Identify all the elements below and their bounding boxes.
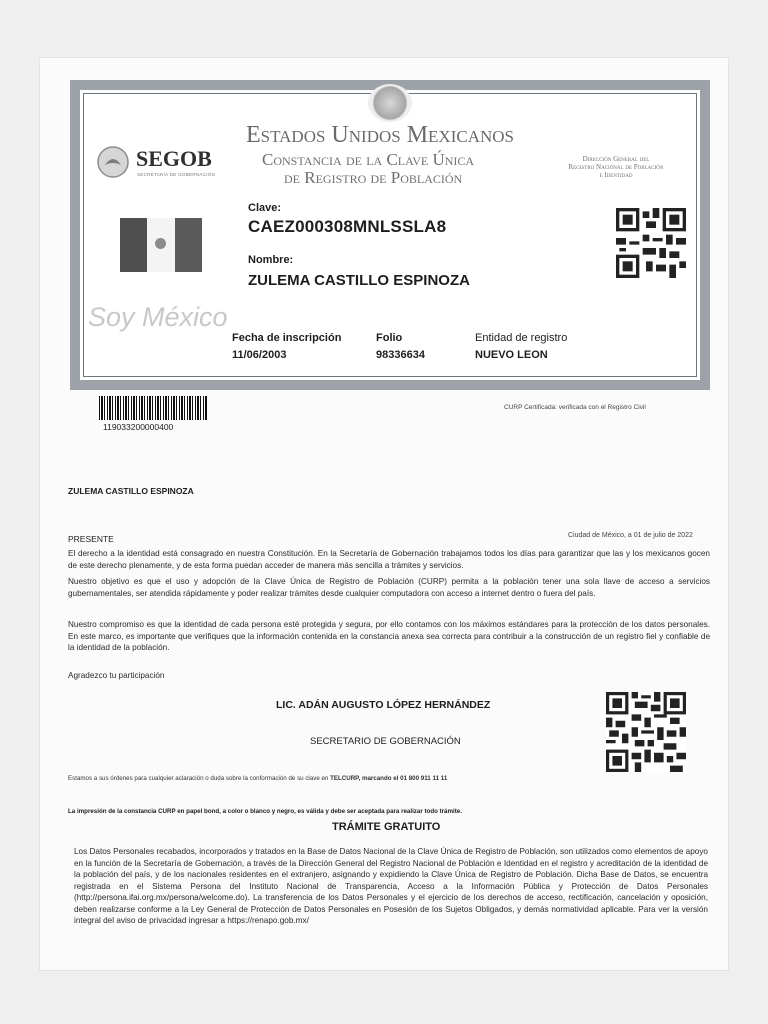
contact-line xyxy=(68,775,447,782)
privacy-notice: Los Datos Personales recabados, incorporados y tratados en la Base de Datos Nacional de la Clave Única de Registro de Población, son utilizados como elementos de apoyo en la función de la Secretaría de Gobernación, a través de la Dirección General del Registro Nacional de Población e Identidad en el registro y acreditación de la identidad de la población del país, y de los nacionales residentes en el extranjero, asignando y expidiendo la Clave Única de Registro de Población. Dicha Base de Datos, se encuentra registrada en el Sistema Persona del Instituto Nacional de Transparencia, Acceso a la Información Pública y Protección de Datos Personales (http://persona.ifai.org.mx/persona/welcome.do). La transferencia de los Datos Personales y el ejercicio de los derechos de acceso, rectificación, cancelación y oposición, deben realizarse conforme a la Ley General de Protección de Datos Personales en Posesión de los Sujetos Obligados, y demás normatividad aplicable. Para ver la versión integral del aviso de privacidad ingresar a https://renapo.gob.mx/ xyxy=(74,847,708,925)
qr-code-icon xyxy=(606,692,686,772)
paragraph-3: Nuestro compromiso es que la identidad de cada persona esté protegida y segura, por ello contamos con los máximos estándares para la protección de los datos personales. En este marco, es importante que verifiques que la información contenida en la constancia anexa sea correcta para contribuir a la construcción de un registro fiel y confiable de la identidad de la población. xyxy=(68,620,710,652)
paragraph-2: Nuestro objetivo es que el uso y adopción de la Clave Única de Registro de Población (CURP) permita a la población tener una sola llave de acceso a servicios gubernamentales, ser atendida rápidamente y poder realizar trámites desde cualquier computadora con acceso a internet dentro o fuera del país. xyxy=(68,577,710,598)
place-date: Ciudad de México, a 01 de julio de 2022 xyxy=(568,532,693,539)
document-title-line-2: de Registro de Población xyxy=(284,168,463,187)
recipient-name: ZULEMA CASTILLO ESPINOZA xyxy=(68,486,194,496)
flag-white-stripe xyxy=(147,218,174,272)
segob-subtitle: SECRETARÍA DE GOBERNACIÓN xyxy=(137,172,216,177)
clave-value: CAEZ000308MNLSSLA8 xyxy=(248,217,447,236)
flag-green-stripe xyxy=(120,218,147,272)
mexico-flag xyxy=(120,218,202,272)
signer-title: SECRETARIO DE GOBERNACIÓN xyxy=(310,736,461,747)
thanks-line: Agradezco tu participación xyxy=(68,671,165,680)
qr-code-icon xyxy=(616,208,686,278)
clave-label: Clave: xyxy=(248,202,282,214)
flag-red-stripe xyxy=(175,218,202,272)
contact-text: Estamos a sus órdenes para cualquier aclaración o duda sobre la conformación de su clave en xyxy=(68,775,331,782)
flag-emblem-icon xyxy=(155,238,166,249)
folio-value: 98336634 xyxy=(376,349,425,361)
salutation: PRESENTE xyxy=(68,534,114,544)
signer-name: LIC. ADÁN AUGUSTO LÓPEZ HERNÁNDEZ xyxy=(276,699,491,711)
soy-mexico-watermark: Soy México xyxy=(88,302,228,332)
segob-eagle-icon xyxy=(96,145,130,179)
national-seal-icon xyxy=(368,84,412,122)
nombre-value: ZULEMA CASTILLO ESPINOZA xyxy=(248,272,470,289)
country-title: Estados Unidos Mexicanos xyxy=(246,122,514,148)
department-line-3: e Identidad xyxy=(599,171,633,179)
segob-logo-text: SEGOB xyxy=(136,146,212,171)
barcode-number: 119033200000400 xyxy=(103,422,174,432)
certified-note: CURP Certificada: verificada con el Registro Civil xyxy=(504,404,646,411)
entidad-label: Entidad de registro xyxy=(475,332,568,344)
entidad-value: NUEVO LEON xyxy=(475,349,548,361)
fecha-value: 11/06/2003 xyxy=(232,349,287,361)
department-line-1: Dirección General del xyxy=(582,155,650,163)
paragraph-1: El derecho a la identidad está consagrado en nuestra Constitución. En la Secretaría de Gobernación trabajamos todos los días para garantizar que las y los mexicanos gocen de este derecho plenamente, y de esta forma puedan acceder de manera más sencilla a trámites y servicios. xyxy=(68,549,710,570)
folio-label: Folio xyxy=(376,332,403,344)
nombre-label: Nombre: xyxy=(248,254,294,266)
barcode xyxy=(99,396,207,420)
document-title-line-1: Constancia de la Clave Única xyxy=(262,150,475,169)
print-note: La impresión de la constancia CURP en papel bond, a color o blanco y negro, es válida y debe ser aceptada para realizar todo trámite. xyxy=(68,808,462,815)
fecha-label: Fecha de inscripción xyxy=(232,332,342,344)
free-procedure: TRÁMITE GRATUITO xyxy=(332,821,441,833)
contact-phone: TELCURP, marcando el 01 800 911 11 11 xyxy=(330,775,448,782)
department-line-2: Registro Nacional de Población xyxy=(568,163,664,171)
